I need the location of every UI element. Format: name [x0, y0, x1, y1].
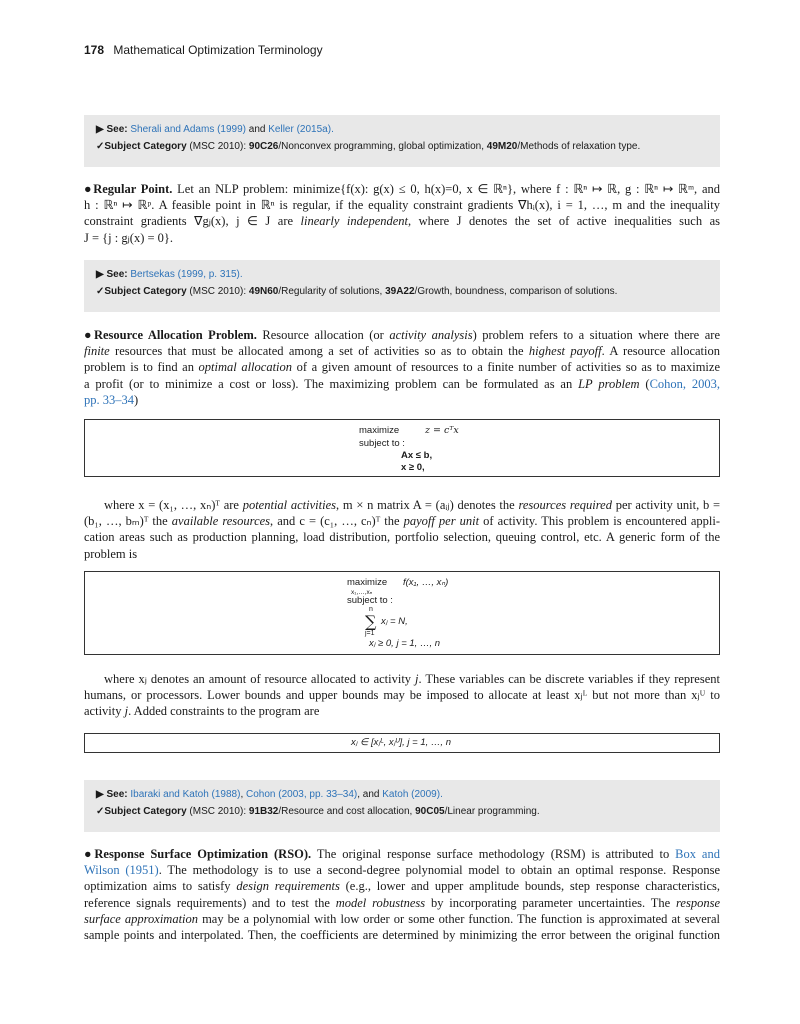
bullet-icon: ●	[84, 847, 95, 861]
emphasis: resources required	[518, 498, 612, 512]
ref-link[interactable]: Cohon, 2003,	[649, 376, 720, 391]
text-line	[84, 181, 720, 197]
text-line: sample points and interpolated. Then, the coefficients are determined by minimizing the error between the original function	[84, 927, 720, 942]
text: The original response surface methodology (RSM) is attributed to	[316, 847, 676, 861]
text: (MSC 2010):	[186, 806, 249, 817]
text-line	[84, 862, 720, 878]
text: per activity unit, b =	[611, 498, 720, 512]
ref-link[interactable]: Katoh (2009).	[382, 789, 443, 800]
text: , m × n matrix A = (aᵢⱼ) denotes the	[336, 498, 519, 512]
text: may be a polynomial with low order or some other function. The function is approximated at several	[198, 911, 720, 926]
text: resources that must be allocated among a set of activities so as to obtain the	[109, 344, 529, 359]
see-label: ▶ See:	[96, 269, 131, 280]
ref-link[interactable]: Wilson (1951)	[84, 863, 159, 878]
subject-label: Subject Category	[104, 141, 187, 152]
eq-bounds: xⱼ ∈ [xⱼᴸ, xⱼᵁ], j = 1, …, n	[351, 737, 451, 748]
eq-objective: z = cᵀx	[425, 425, 459, 436]
eq-maximize: maximize	[359, 425, 400, 436]
text: ) problem refers to a situation where there are	[472, 328, 720, 342]
text: Let an NLP problem: minimize{f(x): g(x) ≤ 0, h(x)=0, x ∈ ℝⁿ}, where f : ℝⁿ ↦ ℝ, g : ℝⁿ ↦ ℝᵐ, and	[177, 182, 720, 196]
emphasis: activity analysis	[389, 328, 473, 342]
text: , and c = (c₁, …, cₙ)ᵀ the	[270, 514, 404, 529]
text-line	[84, 343, 720, 359]
text-line: cation areas such as production planning, load distribution, portfolio selection, queuing control, etc. A generic form of the	[84, 530, 720, 545]
text: a profit (or to minimize a cost or loss). The maximizing problem can be formulated as an	[84, 376, 579, 391]
bullet-icon: ●	[84, 182, 94, 196]
emphasis: j	[415, 672, 419, 686]
entry-rso	[84, 846, 720, 943]
text-line	[104, 671, 720, 687]
text-line: humans, or processors. Lower bounds and upper bounds may be imposed to allocate at least xⱼᴸ but not more than xⱼᵁ to	[84, 688, 720, 703]
see-label: ▶ See:	[96, 124, 131, 135]
emphasis: surface approximation	[84, 911, 199, 926]
text: (b₁, …, bₘ)ᵀ the	[84, 514, 172, 529]
text: activity	[84, 704, 125, 719]
text: , and	[357, 789, 383, 800]
equation-box-lp	[84, 419, 720, 477]
eq-objective: f(x₁, …, xₙ)	[403, 577, 449, 588]
entry-regular-point	[84, 181, 720, 246]
para-where-2-cont	[84, 687, 720, 719]
book-title: Mathematical Optimization Terminology	[113, 43, 323, 57]
emphasis: design requirements	[236, 879, 340, 894]
eq-sum-expr: xⱼ = N,	[381, 616, 408, 627]
running-head	[84, 43, 323, 57]
msc-code: 39A22	[385, 286, 415, 297]
equation-box-generic	[84, 571, 720, 655]
emphasis: LP problem	[578, 376, 640, 391]
subject-line	[96, 138, 708, 155]
text: reference signals requirements) and to test the	[84, 895, 336, 910]
text-line	[84, 911, 720, 927]
text: /Linear programming.	[444, 806, 540, 817]
ref-link[interactable]: Keller (2015a).	[268, 124, 334, 135]
see-line	[96, 266, 708, 283]
text: where x = (x₁, …, xₙ)ᵀ are	[104, 498, 243, 512]
text-line	[84, 846, 720, 862]
eq-constraint: Ax ≤ b,	[401, 450, 433, 461]
emphasis: highest payoff	[528, 344, 602, 359]
entry-term: Resource Allocation Problem.	[93, 328, 257, 342]
see-box-2	[84, 260, 720, 312]
see-label: ▶ See:	[96, 789, 131, 800]
eq-sum-lower: j=1	[365, 630, 375, 637]
equation-box-bounds	[84, 733, 720, 753]
subject-line	[96, 803, 708, 820]
text-line	[84, 359, 720, 375]
text: /Resource and cost allocation,	[278, 806, 416, 817]
msc-code: 90C05	[415, 806, 445, 817]
emphasis: finite	[84, 344, 110, 359]
text: . The methodology is to use a second-degree polynomial model to obtain an optimal response. Response	[158, 863, 720, 878]
para-where-2	[104, 671, 720, 687]
check-icon: ✓	[96, 141, 105, 152]
para-where-1-cont	[84, 513, 720, 562]
ref-link[interactable]: Sherali and Adams (1999)	[130, 124, 246, 135]
text: (MSC 2010):	[186, 141, 249, 152]
entry-resource-allocation	[84, 327, 720, 408]
text-line	[84, 213, 720, 229]
emphasis: linearly independent	[300, 214, 409, 229]
see-line	[96, 121, 708, 138]
subject-label: Subject Category	[104, 806, 187, 817]
page-number: 178	[84, 43, 105, 57]
check-icon: ✓	[96, 806, 105, 817]
text-line: J = {j : gⱼ(x) = 0}.	[84, 230, 174, 245]
emphasis: optimal allocation	[198, 360, 293, 375]
ref-link[interactable]: Bertsekas (1999, p. 315).	[130, 269, 243, 280]
emphasis: response	[676, 895, 720, 910]
text: /Growth, boundness, comparison of solutions.	[414, 286, 618, 297]
text: . A resource allocation	[601, 344, 720, 359]
emphasis: j	[124, 704, 129, 719]
entry-term: Regular Point.	[93, 182, 173, 196]
eq-subject-to: subject to :	[347, 595, 393, 606]
msc-code: 91B32	[248, 806, 279, 817]
eq-subject-to: subject to :	[359, 438, 405, 449]
text: of a given amount of resources to a finite number of activities so as to maximize	[292, 360, 720, 375]
text: (e.g., lower and upper amplitude bounds, step response characteristics,	[339, 879, 720, 894]
text: )	[134, 392, 139, 407]
text-line	[84, 895, 720, 911]
text: /Nonconvex programming, global optimization,	[278, 141, 487, 152]
emphasis: payoff per unit	[403, 514, 480, 529]
para-where-1	[104, 497, 720, 513]
msc-code: 49N60	[248, 286, 279, 297]
text-line	[84, 878, 720, 894]
text-line	[84, 327, 720, 343]
text: and	[246, 124, 269, 135]
text: /Methods of relaxation type.	[517, 141, 641, 152]
see-line	[96, 786, 708, 803]
entry-term: Response Surface Optimization (RSO).	[94, 847, 312, 861]
msc-code: 49M20	[486, 141, 518, 152]
text-line	[84, 392, 720, 408]
ref-link[interactable]: pp. 33–34	[84, 392, 134, 407]
check-icon: ✓	[96, 286, 105, 297]
text: (MSC 2010):	[186, 286, 249, 297]
text: . Added constraints to the program are	[128, 704, 320, 719]
text: where xⱼ denotes an amount of resource allocated to activity	[104, 672, 416, 686]
eq-maximize: maximize	[347, 577, 388, 588]
text: of activity. This problem is encountered appli-	[479, 514, 720, 529]
eq-sum-icon: ∑	[365, 612, 377, 631]
ref-link[interactable]: Cohon (2003, pp. 33–34)	[246, 789, 358, 800]
subject-label: Subject Category	[104, 286, 187, 297]
text-line	[84, 703, 720, 719]
text: , where J denotes the set of active inequalities such as	[408, 214, 720, 229]
emphasis: potential activities	[242, 498, 337, 512]
eq-constraint: xⱼ ≥ 0, j = 1, …, n	[369, 638, 441, 649]
text: by incorporating parameter uncertainties. The	[425, 895, 677, 910]
emphasis: available resources	[171, 514, 271, 529]
subject-line	[96, 283, 708, 300]
emphasis: model robustness	[335, 895, 426, 910]
bullet-icon: ●	[84, 328, 94, 342]
eq-maximize-subscript: x₁,…,xₙ	[351, 589, 373, 596]
ref-link[interactable]: Ibaraki and Katoh (1988)	[130, 789, 241, 800]
text-line	[84, 513, 720, 529]
see-box-1	[84, 115, 720, 167]
text-line: h : ℝⁿ ↦ ℝᵖ. A feasible point in ℝⁿ is regular, if the equality constraint gradients ∇hᵢ(x), i = 1, …, m and the inequality	[84, 198, 720, 213]
text: /Regularity of solutions,	[278, 286, 386, 297]
text: optimization aims to satisfy	[84, 879, 237, 894]
ref-link[interactable]: Box and	[675, 847, 720, 861]
text: constraint gradients ∇gⱼ(x), j ∈ J are	[84, 214, 301, 229]
eq-constraint: x ≥ 0,	[401, 462, 425, 473]
text-line	[104, 497, 720, 513]
eq-sum-upper: n	[369, 606, 373, 613]
text: . These variables can be discrete variables if they represent	[418, 672, 720, 686]
text-line: problem is	[84, 546, 138, 561]
text: ,	[240, 789, 247, 800]
see-box-3	[84, 780, 720, 832]
msc-code: 90C26	[248, 141, 279, 152]
text: problem is to find an	[84, 360, 199, 375]
text: Resource allocation (or	[262, 328, 390, 342]
text: (	[639, 376, 650, 391]
text-line	[84, 376, 720, 392]
